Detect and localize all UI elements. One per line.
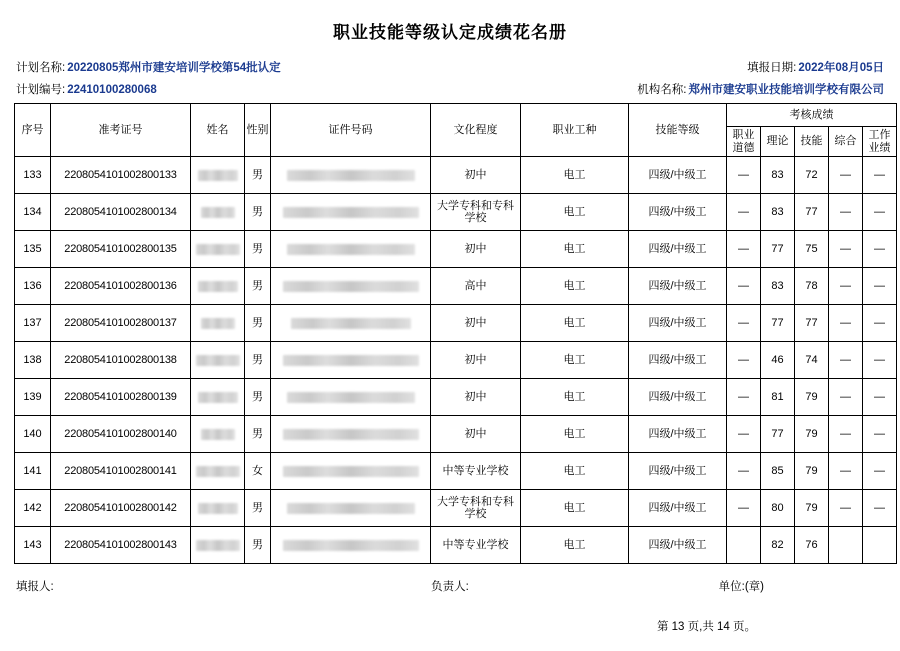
cell-level: 四级/中级工 — [629, 157, 727, 194]
cell-education: 初中 — [431, 416, 521, 453]
cell-ethics: — — [727, 416, 761, 453]
redacted-name — [198, 281, 238, 292]
cell-theory: 77 — [761, 231, 795, 268]
cell-comprehensive: — — [829, 305, 863, 342]
cell-id-number — [271, 342, 431, 379]
cell-comprehensive: — — [829, 231, 863, 268]
cell-ticket: 2208054101002800139 — [51, 379, 191, 416]
col-header-skill: 技能 — [795, 127, 829, 157]
cell-performance: — — [863, 379, 897, 416]
col-header-sex: 性别 — [245, 104, 271, 157]
report-date-value: 2022年08月05日 — [798, 62, 884, 74]
cell-theory: 80 — [761, 490, 795, 527]
cell-level: 四级/中级工 — [629, 305, 727, 342]
table-row — [15, 268, 897, 305]
cell-seq: 141 — [15, 453, 51, 490]
cell-theory: 77 — [761, 305, 795, 342]
cell-ticket: 2208054101002800142 — [51, 490, 191, 527]
cell-name — [191, 527, 245, 564]
cell-ticket: 2208054101002800136 — [51, 268, 191, 305]
cell-skill: 78 — [795, 268, 829, 305]
cell-sex: 男 — [245, 231, 271, 268]
cell-level: 四级/中级工 — [629, 527, 727, 564]
cell-level: 四级/中级工 — [629, 490, 727, 527]
redacted-id — [291, 318, 411, 329]
cell-occupation: 电工 — [521, 490, 629, 527]
plan-name-value: 20220805郑州市建安培训学校第54批认定 — [67, 62, 281, 74]
cell-id-number — [271, 416, 431, 453]
cell-occupation: 电工 — [521, 527, 629, 564]
supervisor-label: 负责人: — [431, 581, 469, 594]
cell-ticket: 2208054101002800141 — [51, 453, 191, 490]
redacted-id — [283, 355, 419, 366]
cell-ticket: 2208054101002800134 — [51, 194, 191, 231]
page-title: 职业技能等级认定成绩花名册 — [333, 23, 567, 42]
meta-row-1 — [16, 59, 884, 75]
cell-id-number — [271, 453, 431, 490]
cell-occupation: 电工 — [521, 305, 629, 342]
redacted-name — [198, 392, 238, 403]
table-row — [15, 157, 897, 194]
cell-ticket: 2208054101002800143 — [51, 527, 191, 564]
cell-name — [191, 194, 245, 231]
redacted-name — [201, 207, 235, 218]
table-row — [15, 231, 897, 268]
org-name-label: 机构名称: — [637, 84, 687, 96]
cell-name — [191, 342, 245, 379]
cell-seq: 136 — [15, 268, 51, 305]
cell-performance: — — [863, 305, 897, 342]
redacted-id — [287, 170, 415, 181]
cell-performance — [863, 527, 897, 564]
table-head-row-1 — [15, 104, 897, 127]
cell-skill: 76 — [795, 527, 829, 564]
cell-id-number — [271, 231, 431, 268]
cell-sex: 男 — [245, 305, 271, 342]
cell-level: 四级/中级工 — [629, 342, 727, 379]
table-row — [15, 379, 897, 416]
unit-label: 单位:(章) — [718, 581, 764, 594]
cell-comprehensive: — — [829, 342, 863, 379]
redacted-name — [198, 503, 238, 514]
cell-sex: 男 — [245, 268, 271, 305]
redacted-name — [196, 466, 240, 477]
cell-skill: 77 — [795, 194, 829, 231]
cell-level: 四级/中级工 — [629, 416, 727, 453]
cell-occupation: 电工 — [521, 342, 629, 379]
table-row — [15, 305, 897, 342]
cell-theory: 82 — [761, 527, 795, 564]
report-date-field — [747, 59, 884, 75]
redacted-id — [283, 207, 419, 218]
cell-name — [191, 416, 245, 453]
plan-code-field — [16, 81, 157, 97]
cell-sex: 男 — [245, 490, 271, 527]
cell-seq: 133 — [15, 157, 51, 194]
plan-code-value: 22410100280068 — [67, 84, 157, 96]
cell-education: 初中 — [431, 305, 521, 342]
cell-skill: 79 — [795, 416, 829, 453]
redacted-id — [287, 503, 415, 514]
cell-ethics: — — [727, 379, 761, 416]
org-name-field — [637, 81, 884, 97]
redacted-id — [283, 281, 419, 292]
cell-comprehensive: — — [829, 194, 863, 231]
report-date-label: 填报日期: — [747, 62, 797, 74]
cell-sex: 男 — [245, 157, 271, 194]
cell-sex: 男 — [245, 194, 271, 231]
cell-ticket: 2208054101002800140 — [51, 416, 191, 453]
cell-ethics: — — [727, 453, 761, 490]
cell-theory: 85 — [761, 453, 795, 490]
col-header-seq: 序号 — [15, 104, 51, 157]
cell-skill: 72 — [795, 157, 829, 194]
table-row — [15, 194, 897, 231]
cell-ticket: 2208054101002800138 — [51, 342, 191, 379]
cell-comprehensive: — — [829, 453, 863, 490]
cell-ticket: 2208054101002800135 — [51, 231, 191, 268]
cell-skill: 77 — [795, 305, 829, 342]
redacted-name — [201, 429, 235, 440]
redacted-name — [198, 170, 238, 181]
cell-education: 中等专业学校 — [431, 527, 521, 564]
cell-sex: 男 — [245, 527, 271, 564]
cell-seq: 135 — [15, 231, 51, 268]
redacted-name — [201, 318, 235, 329]
cell-name — [191, 490, 245, 527]
redacted-id — [287, 244, 415, 255]
col-header-name: 姓名 — [191, 104, 245, 157]
col-header-education: 文化程度 — [431, 104, 521, 157]
table-head — [15, 104, 897, 157]
cell-name — [191, 157, 245, 194]
cell-name — [191, 268, 245, 305]
cell-seq: 138 — [15, 342, 51, 379]
cell-ethics: — — [727, 194, 761, 231]
col-header-theory: 理论 — [761, 127, 795, 157]
cell-performance: — — [863, 490, 897, 527]
redacted-id — [283, 466, 419, 477]
cell-performance: — — [863, 342, 897, 379]
cell-ethics: — — [727, 231, 761, 268]
cell-id-number — [271, 527, 431, 564]
cell-skill: 79 — [795, 490, 829, 527]
cell-seq: 140 — [15, 416, 51, 453]
cell-skill: 75 — [795, 231, 829, 268]
cell-education: 初中 — [431, 231, 521, 268]
cell-occupation: 电工 — [521, 194, 629, 231]
cell-seq: 134 — [15, 194, 51, 231]
cell-education: 中等专业学校 — [431, 453, 521, 490]
table-row — [15, 490, 897, 527]
cell-name — [191, 379, 245, 416]
cell-education: 高中 — [431, 268, 521, 305]
col-header-ethics: 职业道德 — [727, 127, 761, 157]
cell-id-number — [271, 268, 431, 305]
col-header-comprehensive: 综合 — [829, 127, 863, 157]
redacted-name — [196, 244, 240, 255]
org-name-value: 郑州市建安职业技能培训学校有限公司 — [688, 84, 884, 96]
col-header-id-number: 证件号码 — [271, 104, 431, 157]
cell-theory: 83 — [761, 268, 795, 305]
cell-level: 四级/中级工 — [629, 379, 727, 416]
cell-seq: 137 — [15, 305, 51, 342]
reporter-label: 填报人: — [16, 581, 54, 594]
page-number: 第 13 页,共 14 页。 — [656, 621, 756, 634]
cell-skill: 79 — [795, 453, 829, 490]
cell-sex: 男 — [245, 416, 271, 453]
plan-code-label: 计划编号: — [16, 84, 66, 96]
col-header-occupation: 职业工种 — [521, 104, 629, 157]
cell-performance: — — [863, 453, 897, 490]
cell-occupation: 电工 — [521, 453, 629, 490]
table-row — [15, 416, 897, 453]
table-row — [15, 342, 897, 379]
cell-seq: 142 — [15, 490, 51, 527]
col-header-scores-group: 考核成绩 — [727, 104, 897, 127]
cell-comprehensive: — — [829, 379, 863, 416]
cell-seq: 139 — [15, 379, 51, 416]
cell-education: 大学专科和专科学校 — [431, 490, 521, 527]
cell-skill: 79 — [795, 379, 829, 416]
cell-comprehensive — [829, 527, 863, 564]
cell-education: 初中 — [431, 157, 521, 194]
cell-sex: 男 — [245, 342, 271, 379]
redacted-id — [283, 429, 419, 440]
cell-id-number — [271, 194, 431, 231]
cell-level: 四级/中级工 — [629, 194, 727, 231]
cell-performance: — — [863, 268, 897, 305]
cell-id-number — [271, 379, 431, 416]
cell-education: 初中 — [431, 342, 521, 379]
cell-comprehensive: — — [829, 490, 863, 527]
cell-occupation: 电工 — [521, 416, 629, 453]
cell-level: 四级/中级工 — [629, 453, 727, 490]
cell-name — [191, 453, 245, 490]
cell-theory: 81 — [761, 379, 795, 416]
cell-id-number — [271, 490, 431, 527]
plan-name-field — [16, 59, 281, 75]
cell-occupation: 电工 — [521, 379, 629, 416]
cell-sex: 女 — [245, 453, 271, 490]
cell-theory: 46 — [761, 342, 795, 379]
cell-occupation: 电工 — [521, 157, 629, 194]
cell-theory: 83 — [761, 194, 795, 231]
cell-comprehensive: — — [829, 268, 863, 305]
cell-education: 大学专科和专科学校 — [431, 194, 521, 231]
cell-comprehensive: — — [829, 416, 863, 453]
roster-table — [14, 103, 897, 564]
col-header-level: 技能等级 — [629, 104, 727, 157]
redacted-name — [196, 355, 240, 366]
cell-sex: 男 — [245, 379, 271, 416]
table-body — [15, 157, 897, 564]
table-row — [15, 527, 897, 564]
cell-ethics: — — [727, 490, 761, 527]
col-header-ticket: 准考证号 — [51, 104, 191, 157]
cell-ethics: — — [727, 342, 761, 379]
cell-name — [191, 305, 245, 342]
cell-occupation: 电工 — [521, 268, 629, 305]
meta-row-2 — [16, 81, 884, 97]
cell-ticket: 2208054101002800137 — [51, 305, 191, 342]
col-header-performance: 工作业绩 — [863, 127, 897, 157]
cell-id-number — [271, 305, 431, 342]
plan-name-label: 计划名称: — [16, 62, 66, 74]
cell-performance: — — [863, 416, 897, 453]
cell-id-number — [271, 157, 431, 194]
cell-theory: 77 — [761, 416, 795, 453]
cell-performance: — — [863, 157, 897, 194]
redacted-id — [283, 540, 419, 551]
signature-row — [14, 578, 886, 594]
cell-seq: 143 — [15, 527, 51, 564]
cell-performance: — — [863, 231, 897, 268]
cell-theory: 83 — [761, 157, 795, 194]
cell-ethics: — — [727, 268, 761, 305]
cell-name — [191, 231, 245, 268]
cell-comprehensive: — — [829, 157, 863, 194]
redacted-id — [287, 392, 415, 403]
cell-skill: 74 — [795, 342, 829, 379]
cell-ethics — [727, 527, 761, 564]
table-row — [15, 453, 897, 490]
cell-ticket: 220805410100280​0133 — [51, 157, 191, 194]
cell-ethics: — — [727, 305, 761, 342]
cell-performance: — — [863, 194, 897, 231]
cell-ethics: — — [727, 157, 761, 194]
document-page — [0, 18, 900, 651]
redacted-name — [196, 540, 240, 551]
cell-level: 四级/中级工 — [629, 231, 727, 268]
cell-occupation: 电工 — [521, 231, 629, 268]
cell-level: 四级/中级工 — [629, 268, 727, 305]
cell-education: 初中 — [431, 379, 521, 416]
